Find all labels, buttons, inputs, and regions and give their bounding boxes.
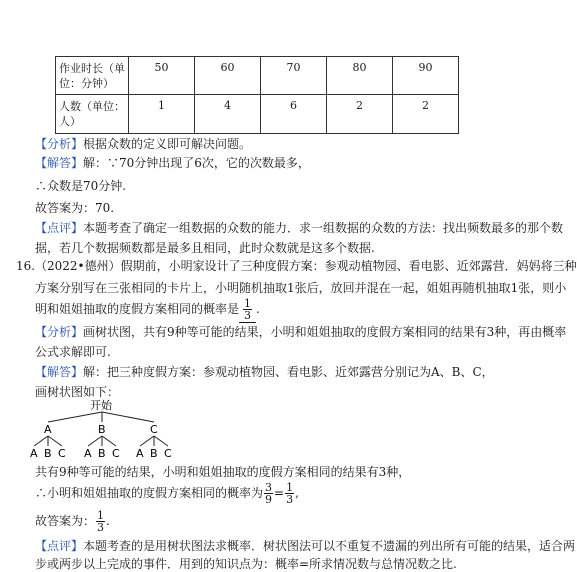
q15-comment-line2: 据，若几个数据频数都是最多且相同，此时众数就是这多个数据.: [35, 241, 375, 255]
q15-analysis: [35, 136, 251, 152]
fraction: [96, 510, 105, 533]
tree-leaf: C: [58, 447, 66, 460]
analysis-text: 画树状图，共有9种等可能的结果，小明和姐姐抽取的度假方案相同的结果有3种，再由概率: [83, 325, 567, 339]
punctuation: ,: [295, 486, 299, 500]
q16-stem-line1: （2022•德州）假期前，小明家设计了三种度假方案：参观动植物园、看电影、近郊露营．妈妈将三种: [35, 259, 577, 273]
tree-leaf: A: [84, 447, 92, 460]
solution-text: 解：把三种度假方案：参观动植物园、看电影、近郊露营分别记为A、B、C，: [83, 365, 494, 379]
table-cell: 6: [261, 95, 327, 134]
comment-text: 本题考查的是用树状图法求概率．树状图法可以不重复不遗漏的列出所有可能的结果，适合两: [83, 539, 576, 553]
table-cell: 70: [261, 57, 327, 95]
stem-end: .: [256, 302, 260, 316]
tree-intro: 画树状图如下：: [35, 385, 120, 399]
q16-comment: [35, 538, 575, 554]
answer-text: 故答案为：: [35, 514, 96, 528]
table-cell: 2: [327, 95, 393, 134]
tree-diagram: [30, 398, 190, 460]
tree-edge: [34, 436, 48, 446]
tree-leaf: A: [136, 447, 144, 460]
punctuation: .: [106, 514, 110, 528]
fraction-denominator: 3: [97, 521, 105, 534]
tree-edge: [102, 436, 116, 446]
tree-leaf: C: [164, 447, 172, 460]
q15-solution: [35, 155, 310, 171]
answer-blank: [239, 296, 256, 323]
table-cell: 50: [129, 57, 195, 95]
probability-text: ∴小明和姐姐抽取的度假方案相同的概率为: [35, 486, 264, 500]
q16-result: 共有9种等可能的结果，小明和姐姐抽取的度假方案相同的结果有3种，: [35, 465, 411, 479]
tree-leaf: B: [98, 447, 106, 460]
tree-node: C: [150, 423, 158, 436]
fraction-denominator: 3: [286, 493, 294, 506]
answer-fraction: [243, 298, 252, 321]
solution-tag: 【解答】: [35, 365, 84, 379]
q16-analysis-line2: 公式求解即可.: [35, 345, 111, 359]
tree-edge: [102, 412, 154, 422]
row-header-duration: 作业时长（单位：分钟）: [56, 57, 129, 95]
q15-therefore: ∴众数是70分钟.: [35, 179, 127, 193]
tree-root: 开始: [90, 399, 112, 412]
q16-stem-line2: 方案分别写在三张相同的卡片上，小明随机抽取1张后，放回并混在一起，姐姐再随机抽取1张，则小: [35, 281, 567, 295]
duration-table: [55, 56, 459, 134]
fraction: [285, 482, 294, 505]
tree-node: B: [98, 423, 106, 436]
q16-analysis: [35, 324, 566, 340]
tree-leaf: C: [112, 447, 120, 460]
fraction-denominator: 3: [244, 309, 252, 322]
q16-comment-line2: 步或两步以上完成的事件．用到的知识点为：概率=所求情况数与总情况数之比.: [35, 557, 457, 571]
analysis-tag: 【分析】: [35, 137, 84, 151]
comment-tag: 【点评】: [35, 539, 84, 553]
table-cell: 80: [327, 57, 393, 95]
analysis-text: 根据众数的定义即可解决问题。: [83, 137, 252, 151]
q16-answer: [35, 508, 110, 534]
fraction-numerator: 1: [286, 481, 294, 494]
tree-leaf: B: [150, 447, 158, 460]
fraction-numerator: 3: [265, 481, 273, 494]
table-row: [56, 95, 459, 134]
tree-leaf: B: [44, 447, 52, 460]
solution-text: 解：∵70分钟出现了6次，它的次数最多，: [83, 156, 310, 170]
row-header-count: 人数（单位：人）: [56, 95, 129, 134]
analysis-tag: 【分析】: [35, 325, 84, 339]
tree-leaf: A: [30, 447, 38, 460]
q16-number: 16.: [16, 259, 36, 273]
table-cell: 2: [393, 95, 459, 134]
comment-text: 本题考查了确定一组数据的众数的能力．求一组数据的众数的方法：找出频数最多的那个数: [83, 221, 564, 235]
q16-probability: [35, 480, 299, 506]
tree-edge: [88, 436, 102, 446]
table-cell: 60: [195, 57, 261, 95]
fraction: [264, 482, 273, 505]
fraction-denominator: 9: [265, 493, 273, 506]
solution-tag: 【解答】: [35, 156, 84, 170]
tree-node: A: [44, 423, 52, 436]
q15-answer: 故答案为：70.: [35, 201, 115, 215]
tree-edge: [154, 436, 168, 446]
tree-edge: [48, 436, 62, 446]
table-row: [56, 57, 459, 95]
tree-edge: [140, 436, 154, 446]
stem-text: 明和姐姐抽取的度假方案相同的概率是: [35, 302, 240, 316]
table-cell: 90: [393, 57, 459, 95]
fraction-numerator: 1: [97, 509, 105, 522]
fraction-numerator: 1: [244, 297, 252, 310]
q15-comment: [35, 220, 563, 236]
q16-stem-line3: [35, 296, 260, 323]
table-cell: 1: [129, 95, 195, 134]
equals-sign: =: [274, 486, 285, 500]
tree-edge: [48, 412, 102, 422]
table-cell: 4: [195, 95, 261, 134]
comment-tag: 【点评】: [35, 221, 84, 235]
q16-solution: [35, 364, 494, 380]
